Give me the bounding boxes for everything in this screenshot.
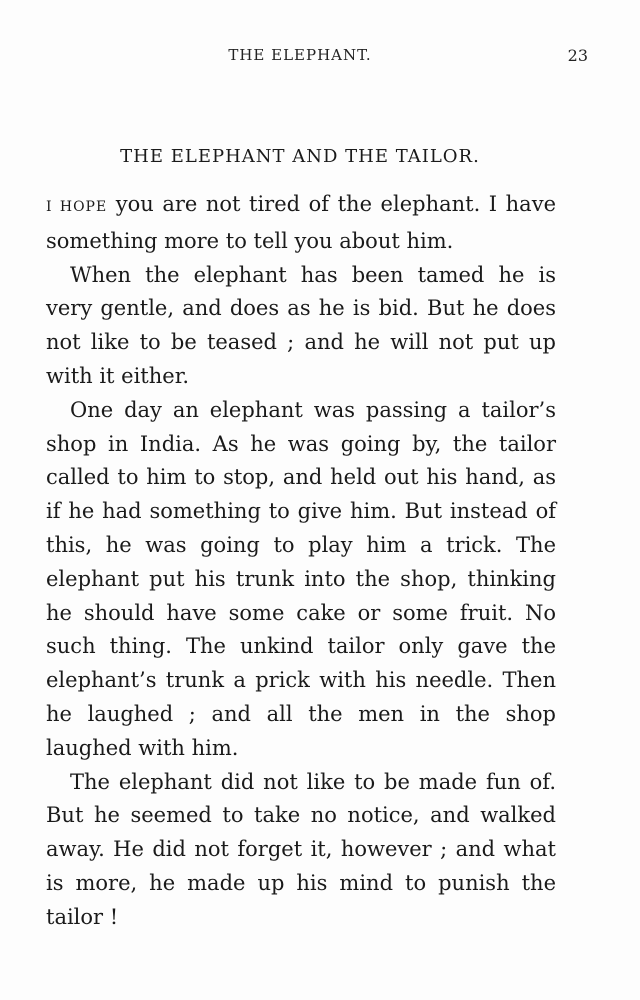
opening-words: I HOPE (46, 199, 108, 215)
running-title: THE ELEPHANT. (228, 46, 372, 64)
body-text (46, 188, 556, 935)
paragraph-1 (46, 188, 556, 259)
running-head (0, 46, 640, 70)
page-number: 23 (567, 46, 588, 65)
chapter-title: THE ELEPHANT AND THE TAILOR. (120, 146, 480, 167)
paragraph-1-text: you are not tired of the elephant. I have something more to tell you about him. (46, 192, 556, 253)
paragraph-2: When the elephant has been tamed he is very gentle, and does as he is bid. But he does not like to be teased ; and he will not put up with it either. (46, 262, 556, 388)
paragraph-3: One day an elephant was passing a tailor’s shop in India. As he was going by, the tailor called to him to stop, and held out his hand, as if he had something to give him. But instead of this, he was going to play him a trick. The elephant put his trunk into the shop, thinking he should have some cake or some fruit. No such thing. The unkind tailor only gave the elephant’s trunk a prick with his needle. Then he laughed ; and all the men in the shop laughed with him. (46, 397, 556, 760)
paragraph-4: The elephant did not like to be made fun of. But he seemed to take no notice, and walked away. He did not forget it, however ; and what is more, he made up his mind to punish the tailor ! (46, 769, 556, 929)
